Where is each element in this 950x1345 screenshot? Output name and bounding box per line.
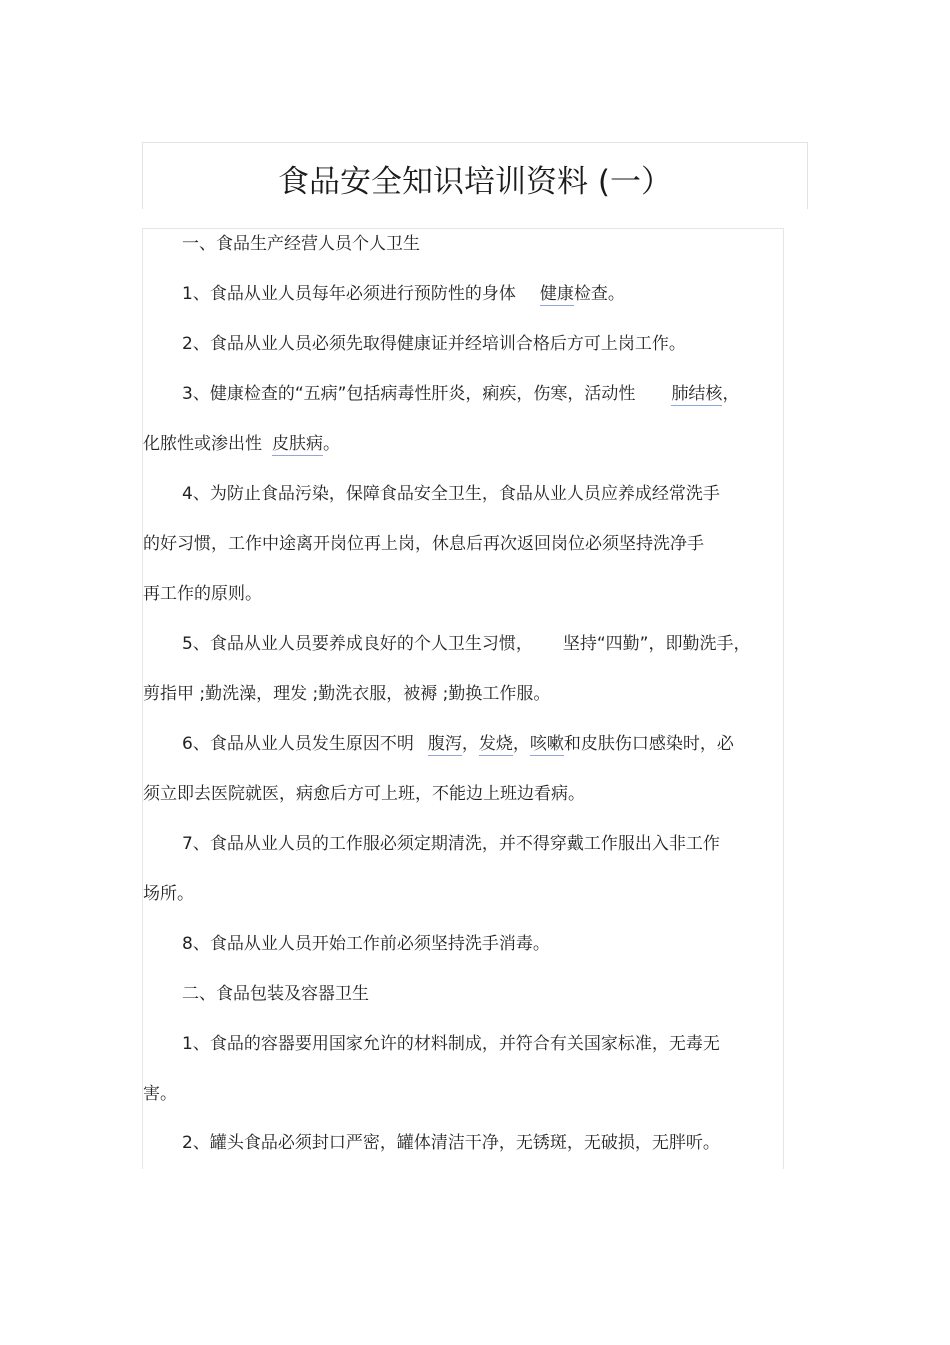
paragraph-6 (182, 732, 734, 756)
underlined-term: 腹泻 (427, 734, 462, 754)
paragraph-3 (182, 382, 739, 406)
paragraph-4-line-2: 的好习惯，工作中途离开岗位再上岗，休息后再次返回岗位必须坚持洗净手 (143, 534, 704, 554)
paragraph-6-text-2: 和皮肤伤口感染时，必 (563, 734, 734, 754)
underlined-term: 发烧 (478, 734, 513, 754)
separator: ， (512, 734, 530, 754)
paragraph-6-text: 6、食品从业人员发生原因不明 (182, 734, 414, 754)
paragraph-7-line-2: 场所。 (143, 884, 194, 904)
paragraph-8: 8、食品从业人员开始工作前必须坚持洗手消毒。 (182, 934, 550, 954)
paragraph-7-line-1: 7、食品从业人员的工作服必须定期清洗，并不得穿戴工作服出入非工作 (182, 834, 720, 854)
paragraph-3-comma: ， (722, 384, 740, 404)
document-title: 食品安全知识培训资料 (一） (278, 164, 672, 200)
packaging-paragraph-1-line-2: 害。 (143, 1084, 177, 1104)
underlined-term: 肺结核 (671, 384, 723, 404)
paragraph-3-end: 。 (323, 434, 340, 454)
paragraph-5 (182, 632, 750, 656)
paragraph-3-text-2: 化脓性或渗出性 (143, 434, 262, 454)
paragraph-4-line-1: 4、为防止食品污染，保障食品安全卫生，食品从业人员应养成经常洗手 (182, 484, 720, 504)
paragraph-1 (182, 282, 625, 306)
separator: ， (461, 734, 479, 754)
paragraph-1-text: 1、食品从业人员每年必须进行预防性的身体 (182, 284, 516, 304)
title-box (142, 142, 808, 209)
paragraph-5-text-2: 坚持“四勤”，即勤洗手， (562, 634, 751, 654)
paragraph-2: 2、食品从业人员必须先取得健康证并经培训合格后方可上岗工作。 (182, 334, 686, 354)
paragraph-5-text: 5、食品从业人员要养成良好的个人卫生习惯， (182, 634, 533, 654)
paragraph-3-line-2 (143, 432, 340, 456)
underlined-term: 皮肤病 (272, 434, 323, 454)
section-heading-1: 一、食品生产经营人员个人卫生 (182, 234, 420, 254)
paragraph-6-line-2: 须立即去医院就医，病愈后方可上班，不能边上班边看病。 (143, 784, 585, 804)
section-heading-2: 二、食品包装及容器卫生 (182, 984, 369, 1004)
paragraph-3-text: 3、健康检查的“五病”包括病毒性肝炎，痢疾，伤寒，活动性 (182, 384, 636, 404)
underlined-term: 健康 (539, 284, 574, 304)
paragraph-5-line-2: 剪指甲 ;勤洗澡，理发 ;勤洗衣服，被褥 ;勤换工作服。 (143, 684, 551, 704)
packaging-paragraph-1-line-1: 1、食品的容器要用国家允许的材料制成，并符合有关国家标准，无毒无 (182, 1034, 720, 1054)
paragraph-4-line-3: 再工作的原则。 (143, 584, 262, 604)
packaging-paragraph-2: 2、罐头食品必须封口严密，罐体清洁干净，无锈斑，无破损，无胖听。 (182, 1133, 720, 1153)
paragraph-1-end: 检查。 (573, 284, 625, 304)
underlined-term: 咳嗽 (529, 734, 564, 754)
